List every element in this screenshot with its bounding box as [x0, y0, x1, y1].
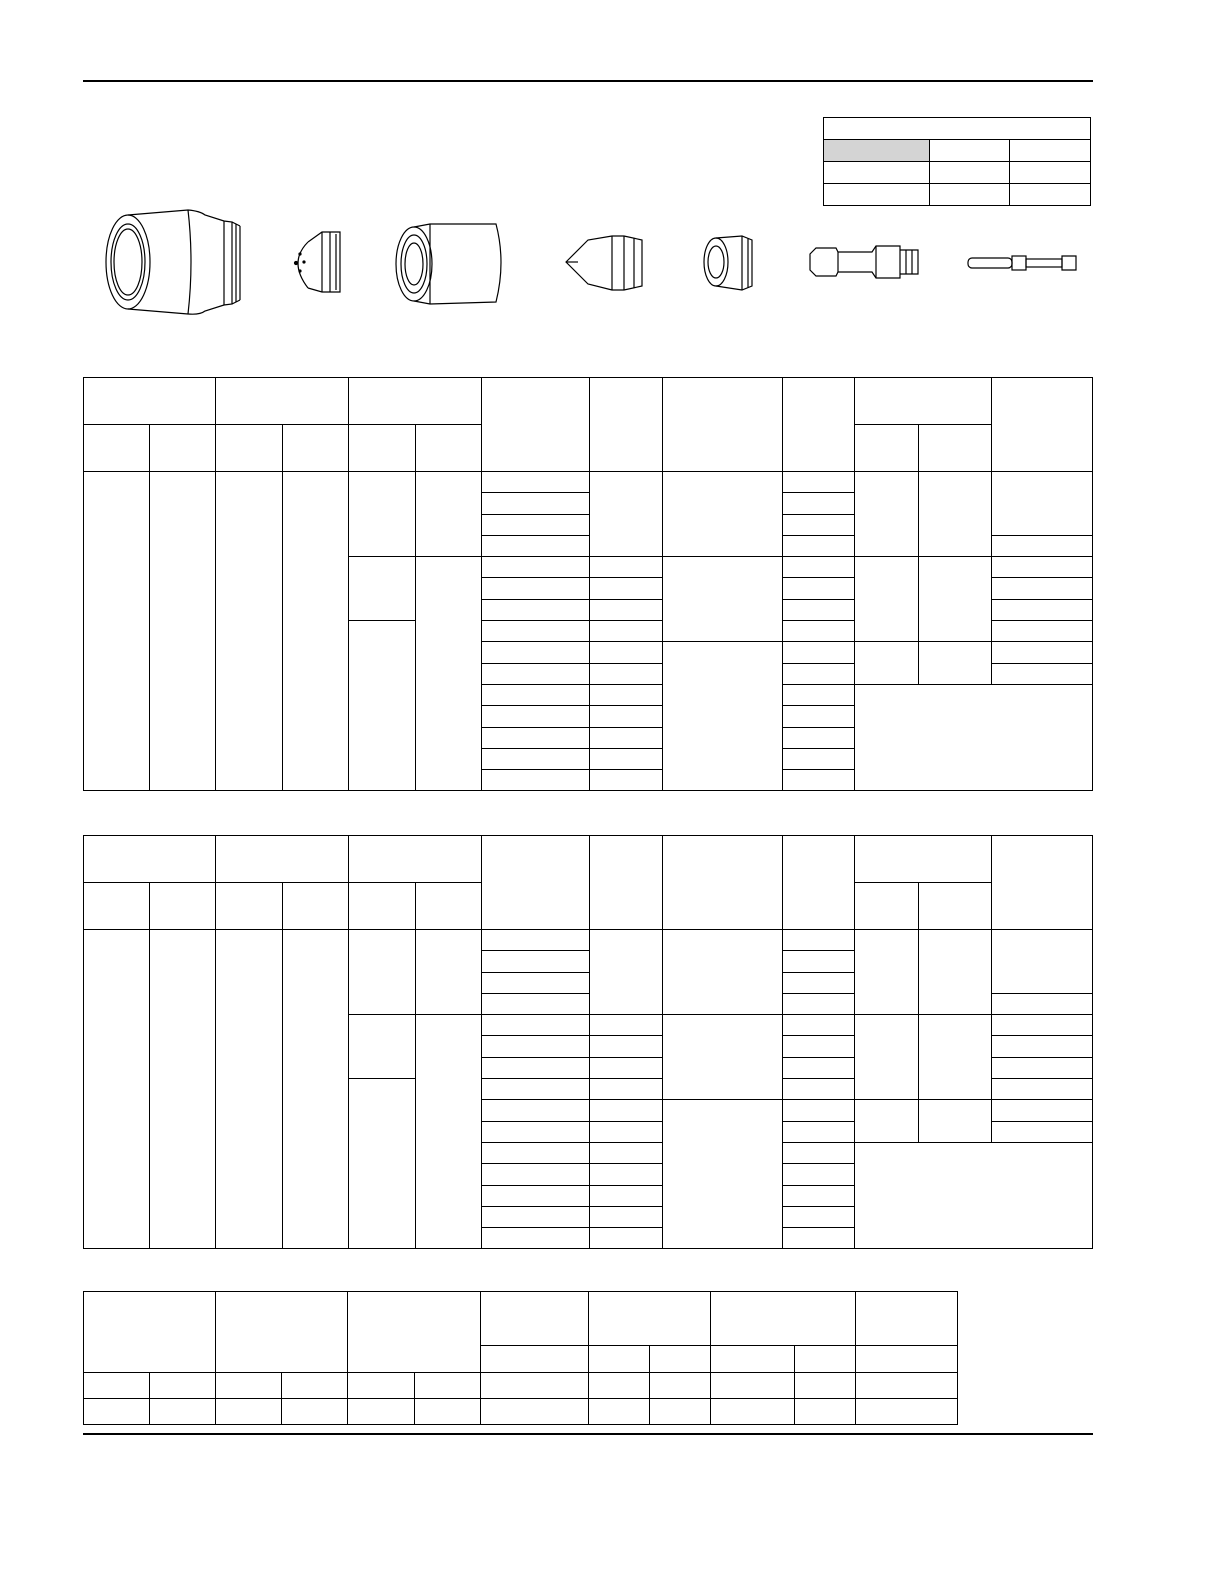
- summary-table: [83, 1291, 958, 1425]
- data-cell: [991, 1036, 1092, 1057]
- summary-cell: [216, 1373, 282, 1399]
- data-cell: [150, 472, 216, 791]
- subheader-cell: [855, 883, 919, 930]
- data-cell: [782, 599, 854, 620]
- summary-cell: [481, 1399, 589, 1425]
- subheader-cell: [415, 883, 481, 930]
- header-cell: [991, 378, 1092, 472]
- data-cell: [348, 472, 415, 557]
- data-cell: [415, 472, 481, 557]
- data-cell: [662, 930, 782, 1015]
- bottom-rule: [83, 1433, 1093, 1435]
- summary-cell: [348, 1399, 415, 1425]
- summary-header-cell: [589, 1292, 710, 1346]
- data-cell: [482, 1036, 590, 1057]
- legend-cell: [824, 162, 930, 184]
- data-cell: [782, 578, 854, 599]
- summary-cell: [481, 1373, 589, 1399]
- data-cell: [590, 1121, 662, 1142]
- shield-drawing: [295, 232, 341, 292]
- data-cell: [590, 578, 662, 599]
- data-cell: [782, 1015, 854, 1036]
- data-cell: [782, 663, 854, 684]
- data-cell: [482, 1015, 590, 1036]
- summary-header-cell: [855, 1292, 957, 1346]
- subheader-cell: [919, 425, 991, 472]
- data-cell: [662, 557, 782, 642]
- header-cell: [348, 378, 481, 425]
- data-cell: [991, 1057, 1092, 1078]
- data-cell: [782, 1206, 854, 1227]
- header-cell: [782, 378, 854, 472]
- data-cell: [782, 1142, 854, 1163]
- data-cell: [482, 1164, 590, 1185]
- data-cell: [590, 1100, 662, 1121]
- data-cell: [482, 972, 590, 993]
- data-cell: [991, 535, 1092, 556]
- data-cell: [662, 1015, 782, 1100]
- data-cell: [782, 557, 854, 578]
- data-cell: [482, 663, 590, 684]
- legend-cell: [930, 140, 1010, 162]
- subheader-cell: [84, 425, 150, 472]
- summary-cell: [84, 1399, 150, 1425]
- data-cell: [855, 642, 919, 685]
- data-cell: [482, 1100, 590, 1121]
- data-cell: [482, 1228, 590, 1249]
- data-cell: [84, 930, 150, 1249]
- subheader-cell: [216, 425, 282, 472]
- data-cell: [590, 1164, 662, 1185]
- data-cell: [590, 621, 662, 642]
- summary-cell: [710, 1373, 794, 1399]
- data-cell: [482, 1121, 590, 1142]
- header-cell: [590, 836, 662, 930]
- summary-cell: [794, 1373, 855, 1399]
- summary-cell: [855, 1399, 957, 1425]
- data-cell: [782, 972, 854, 993]
- data-cell: [919, 557, 991, 642]
- data-cell: [590, 472, 662, 557]
- summary-cell: [415, 1373, 481, 1399]
- data-cell: [919, 472, 991, 557]
- summary-cell: [855, 1373, 957, 1399]
- data-cell: [482, 514, 590, 535]
- subheader-cell: [150, 883, 216, 930]
- data-cell: [482, 1057, 590, 1078]
- data-cell: [590, 557, 662, 578]
- data-cell: [662, 1100, 782, 1249]
- summary-cell: [150, 1399, 216, 1425]
- data-cell: [782, 621, 854, 642]
- data-cell: [782, 727, 854, 748]
- data-cell: [282, 472, 348, 791]
- summary-subheader-cell: [794, 1346, 855, 1373]
- data-cell: [991, 599, 1092, 620]
- data-cell: [782, 1079, 854, 1100]
- data-cell: [482, 557, 590, 578]
- data-cell: [855, 1100, 919, 1143]
- data-cell: [991, 930, 1092, 994]
- legend-cell: [1010, 140, 1091, 162]
- data-cell: [590, 706, 662, 727]
- data-cell: [482, 493, 590, 514]
- legend-table: [823, 117, 1091, 206]
- data-cell: [482, 770, 590, 791]
- header-cell: [84, 836, 216, 883]
- header-cell: [482, 836, 590, 930]
- data-cell: [991, 993, 1092, 1014]
- data-cell: [855, 1142, 1093, 1248]
- data-cell: [782, 514, 854, 535]
- header-cell: [782, 836, 854, 930]
- data-cell: [415, 930, 481, 1015]
- data-cell: [482, 1142, 590, 1163]
- data-cell: [482, 930, 590, 951]
- data-cell: [991, 472, 1092, 536]
- subheader-cell: [919, 883, 991, 930]
- data-cell: [855, 930, 919, 1015]
- data-cell: [855, 472, 919, 557]
- legend-cell: [1010, 162, 1091, 184]
- data-cell: [782, 1164, 854, 1185]
- retaining-cap-drawing: [396, 224, 501, 304]
- data-cell: [482, 535, 590, 556]
- data-cell: [282, 930, 348, 1249]
- data-cell: [919, 642, 991, 685]
- data-cell: [482, 599, 590, 620]
- data-cell: [590, 748, 662, 769]
- subheader-cell: [348, 425, 415, 472]
- subheader-cell: [150, 425, 216, 472]
- summary-cell: [649, 1399, 710, 1425]
- data-cell: [216, 930, 282, 1249]
- data-cell: [782, 748, 854, 769]
- data-cell: [482, 993, 590, 1014]
- summary-cell: [649, 1373, 710, 1399]
- data-cell: [991, 642, 1092, 663]
- data-cell: [590, 1142, 662, 1163]
- data-cell: [662, 472, 782, 557]
- consumable-parts-illustration: [83, 200, 1093, 330]
- summary-cell: [216, 1399, 282, 1425]
- data-cell: [782, 493, 854, 514]
- data-cell: [415, 1015, 481, 1249]
- summary-cell: [348, 1373, 415, 1399]
- header-cell: [216, 836, 348, 883]
- data-cell: [782, 930, 854, 951]
- data-cell: [782, 1185, 854, 1206]
- data-cell: [590, 1079, 662, 1100]
- data-cell: [782, 1100, 854, 1121]
- cut-chart-table-1: [83, 377, 1093, 791]
- shield-cap-drawing: [106, 210, 240, 314]
- data-cell: [590, 1206, 662, 1227]
- data-cell: [590, 770, 662, 791]
- summary-subheader-cell: [589, 1346, 649, 1373]
- data-cell: [991, 578, 1092, 599]
- data-cell: [590, 663, 662, 684]
- data-cell: [216, 472, 282, 791]
- data-cell: [855, 557, 919, 642]
- summary-cell: [415, 1399, 481, 1425]
- summary-cell: [589, 1373, 649, 1399]
- data-cell: [590, 1185, 662, 1206]
- cut-chart-table-2: [83, 835, 1093, 1249]
- data-cell: [415, 557, 481, 791]
- summary-cell: [794, 1399, 855, 1425]
- summary-cell: [282, 1373, 348, 1399]
- data-cell: [482, 684, 590, 705]
- subheader-cell: [282, 425, 348, 472]
- data-cell: [348, 557, 415, 621]
- data-cell: [782, 1121, 854, 1142]
- data-cell: [348, 1015, 415, 1079]
- legend-cell-shaded: [824, 140, 930, 162]
- data-cell: [482, 748, 590, 769]
- data-cell: [782, 472, 854, 493]
- data-cell: [482, 1079, 590, 1100]
- data-cell: [782, 684, 854, 705]
- data-cell: [348, 621, 415, 791]
- data-cell: [782, 951, 854, 972]
- data-cell: [782, 706, 854, 727]
- summary-header-cell: [348, 1292, 481, 1373]
- data-cell: [991, 557, 1092, 578]
- legend-header-cell: [824, 118, 1091, 140]
- header-cell: [84, 378, 216, 425]
- data-cell: [991, 1121, 1092, 1142]
- data-cell: [919, 1100, 991, 1143]
- summary-cell: [84, 1373, 150, 1399]
- data-cell: [782, 993, 854, 1014]
- data-cell: [590, 1015, 662, 1036]
- legend-header-row: [824, 118, 1091, 140]
- data-cell: [855, 1015, 919, 1100]
- data-cell: [590, 727, 662, 748]
- summary-header-cell: [710, 1292, 855, 1346]
- subheader-cell: [84, 883, 150, 930]
- summary-header-cell: [216, 1292, 348, 1373]
- data-cell: [782, 1036, 854, 1057]
- data-cell: [590, 930, 662, 1015]
- data-cell: [590, 1057, 662, 1078]
- data-cell: [348, 1079, 415, 1249]
- data-cell: [782, 535, 854, 556]
- data-cell: [482, 951, 590, 972]
- data-cell: [991, 621, 1092, 642]
- data-cell: [991, 1015, 1092, 1036]
- data-cell: [482, 1206, 590, 1227]
- data-cell: [590, 684, 662, 705]
- header-cell: [662, 836, 782, 930]
- summary-cell: [282, 1399, 348, 1425]
- summary-cell: [150, 1373, 216, 1399]
- header-cell: [482, 378, 590, 472]
- header-cell: [855, 836, 991, 883]
- subheader-cell: [216, 883, 282, 930]
- data-cell: [482, 1185, 590, 1206]
- electrode-drawing: [810, 246, 918, 278]
- data-cell: [991, 663, 1092, 684]
- data-cell: [84, 472, 150, 791]
- legend-cell: [930, 162, 1010, 184]
- legend-row: [824, 140, 1091, 162]
- summary-header-cell: [84, 1292, 216, 1373]
- summary-cell: [589, 1399, 649, 1425]
- data-cell: [919, 1015, 991, 1100]
- subheader-cell: [855, 425, 919, 472]
- nozzle-drawing: [566, 236, 642, 290]
- data-cell: [482, 621, 590, 642]
- header-cell: [662, 378, 782, 472]
- header-cell: [216, 378, 348, 425]
- data-cell: [991, 1100, 1092, 1121]
- summary-cell: [710, 1399, 794, 1425]
- summary-header-cell: [481, 1292, 589, 1346]
- summary-subheader-cell: [649, 1346, 710, 1373]
- subheader-cell: [415, 425, 481, 472]
- summary-subheader-cell: [855, 1346, 957, 1373]
- header-cell: [590, 378, 662, 472]
- data-cell: [348, 930, 415, 1015]
- data-cell: [482, 642, 590, 663]
- header-cell: [855, 378, 991, 425]
- data-cell: [590, 642, 662, 663]
- data-cell: [782, 1228, 854, 1249]
- header-cell: [991, 836, 1092, 930]
- data-cell: [590, 1036, 662, 1057]
- data-cell: [782, 770, 854, 791]
- data-cell: [590, 1228, 662, 1249]
- data-cell: [855, 684, 1093, 790]
- data-cell: [919, 930, 991, 1015]
- data-cell: [991, 1079, 1092, 1100]
- data-cell: [782, 1057, 854, 1078]
- water-tube-drawing: [968, 256, 1076, 270]
- data-cell: [590, 599, 662, 620]
- data-cell: [150, 930, 216, 1249]
- legend-row: [824, 162, 1091, 184]
- swirl-ring-drawing: [704, 236, 752, 290]
- subheader-cell: [348, 883, 415, 930]
- data-cell: [482, 706, 590, 727]
- data-cell: [662, 642, 782, 791]
- data-cell: [482, 578, 590, 599]
- subheader-cell: [282, 883, 348, 930]
- data-cell: [482, 727, 590, 748]
- data-cell: [482, 472, 590, 493]
- summary-subheader-cell: [710, 1346, 794, 1373]
- summary-subheader-cell: [481, 1346, 589, 1373]
- top-rule: [83, 80, 1093, 82]
- data-cell: [782, 642, 854, 663]
- header-cell: [348, 836, 481, 883]
